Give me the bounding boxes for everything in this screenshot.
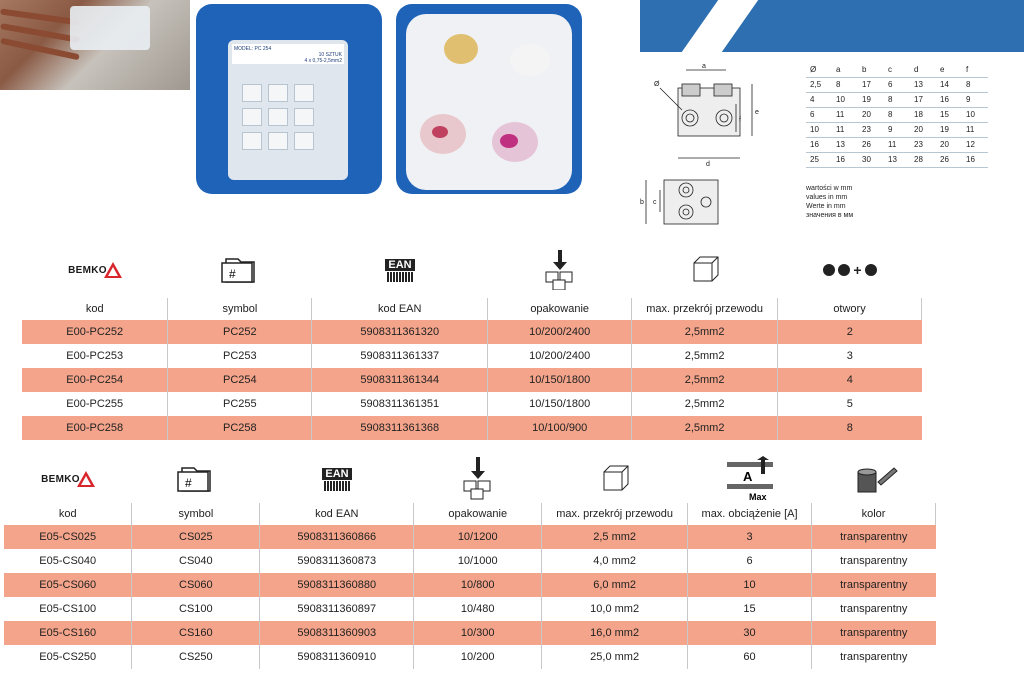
dimension-header-cell: b — [858, 62, 884, 77]
folder-symbol-icon — [168, 250, 312, 290]
table2-cell: transparentny — [840, 651, 908, 663]
table2-row — [4, 621, 936, 645]
dimension-cell: 19 — [936, 122, 962, 137]
dimension-cell: 10 — [962, 107, 988, 122]
table2-header-cell: kod EAN — [260, 503, 414, 525]
max-icon-a: A — [743, 469, 753, 484]
cross-section-icon-2 — [542, 456, 688, 502]
table2-cell: E05-CS060 — [4, 573, 132, 597]
dimension-cell: 20 — [858, 107, 884, 122]
dimension-table — [806, 62, 988, 168]
table2-icon-row — [4, 456, 940, 502]
dimension-cell: 9 — [962, 92, 988, 107]
table1-header-cell: kod — [22, 298, 168, 320]
table1-cell: 3 — [846, 350, 853, 362]
brand-text-2: BEMKO — [41, 473, 80, 485]
table1-cell: PC253 — [168, 344, 312, 368]
openings-icon: + — [778, 250, 922, 290]
dimension-cell: 8 — [962, 77, 988, 92]
table2-row — [4, 645, 936, 669]
dimension-cell: 10 — [806, 122, 832, 137]
dimension-cell: 4 — [806, 92, 832, 107]
dimension-cell: 13 — [910, 77, 936, 92]
table1-header-row — [22, 298, 922, 320]
dimension-cell: 13 — [832, 137, 858, 152]
table1-row — [22, 344, 922, 368]
dimension-cell: 6 — [806, 107, 832, 122]
table2-cell: 5908311360873 — [260, 549, 414, 573]
table1-cell: E00-PC258 — [22, 416, 168, 440]
units-line: Werte in mm — [806, 203, 846, 210]
table1-cell: 2,5mm2 — [632, 416, 778, 440]
table1-cell: 2,5mm2 — [632, 320, 778, 344]
table1-cell: 10/150/1800 — [488, 368, 632, 392]
dim-label-c: c — [653, 199, 657, 206]
table1-header-cell: opakowanie — [488, 298, 632, 320]
table2-row — [4, 525, 936, 549]
units-line: wartości w mm — [806, 185, 853, 192]
table2-header-cell: symbol — [132, 503, 260, 525]
table2-cell: 60 — [688, 645, 812, 669]
svg-text:#: # — [229, 267, 236, 281]
ean-text: EAN — [385, 259, 414, 271]
table2-cell: transparentny — [812, 573, 936, 597]
table2-cell: CS160 — [132, 621, 260, 645]
table1-row — [22, 368, 922, 392]
table2-header-cell: opakowanie — [414, 503, 542, 525]
cross-section-icon — [632, 250, 778, 290]
dimension-cell: 23 — [858, 122, 884, 137]
dimension-cell: 11 — [962, 122, 988, 137]
dim-label-d: d — [706, 161, 710, 168]
dimension-cell: 11 — [832, 122, 858, 137]
table2-cell: transparentny — [840, 555, 908, 567]
table1-cell: 5908311361337 — [312, 344, 488, 368]
table2-cell: 5908311360866 — [260, 525, 414, 549]
table2-cell: E05-CS040 — [4, 549, 132, 573]
dimension-cell: 25 — [806, 152, 832, 167]
table2-cell: 15 — [688, 597, 812, 621]
dimension-header-cell: e — [936, 62, 962, 77]
ean-barcode-icon — [312, 250, 488, 290]
table2-cell: 10,0 mm2 — [542, 597, 688, 621]
dimension-row — [806, 122, 988, 137]
dimension-header-row — [806, 62, 988, 77]
brand-text: BEMKO — [68, 264, 107, 276]
wire-connector-photo — [0, 0, 190, 90]
table2-cell: CS040 — [132, 549, 260, 573]
table2-cell: CS060 — [132, 573, 260, 597]
bag-spec-text: 4 x 0,75-2,5mm2 — [304, 58, 342, 64]
dimension-cell: 13 — [884, 152, 910, 167]
table2-cell: 10/800 — [414, 573, 542, 597]
dimension-row — [806, 152, 988, 167]
dimension-cell: 12 — [962, 137, 988, 152]
bemko-logo — [22, 250, 168, 290]
table1-header-cell: max. przekrój przewodu — [632, 298, 778, 320]
dimension-cell: 28 — [910, 152, 936, 167]
max-icon-max: Max — [749, 492, 767, 502]
dimension-cell: 23 — [910, 137, 936, 152]
table2-cell: 25,0 mm2 — [542, 645, 688, 669]
table1-cell: 5908311361368 — [312, 416, 488, 440]
dimension-cell: 9 — [884, 122, 910, 137]
table1-row — [22, 392, 922, 416]
table2-cell: E05-CS250 — [4, 645, 132, 669]
dimension-header-cell: c — [884, 62, 910, 77]
bag-label — [232, 44, 344, 64]
dimension-cell: 15 — [936, 107, 962, 122]
table1-cell: PC254 — [168, 368, 312, 392]
dimension-row — [806, 77, 988, 92]
table2-header-row — [4, 503, 936, 525]
table2-cell: 2,5 mm2 — [542, 525, 688, 549]
dimension-cell: 6 — [884, 77, 910, 92]
table1-header-cell: kod EAN — [312, 298, 488, 320]
bemko-triangle-icon — [104, 262, 122, 278]
table2-cell: transparentny — [812, 621, 936, 645]
table2-cell: E05-CS025 — [4, 525, 132, 549]
table1-cell: 8 — [778, 416, 922, 440]
dimension-header-cell: Ø — [806, 62, 832, 77]
dim-label-e: e — [755, 109, 759, 116]
table1-cell: 2,5mm2 — [632, 368, 778, 392]
product-table-pc — [22, 298, 922, 440]
table2-cell: 10/1200 — [414, 525, 542, 549]
bemko-triangle-icon-2 — [77, 471, 95, 487]
dimension-cell: 26 — [858, 137, 884, 152]
table2-cell: 6 — [688, 549, 812, 573]
table1-cell: 2,5mm2 — [632, 344, 778, 368]
product-table-cs — [4, 503, 936, 669]
svg-text:#: # — [185, 476, 192, 490]
table2-cell: CS100 — [132, 597, 260, 621]
units-note — [806, 184, 853, 220]
dimension-cell: 11 — [832, 107, 858, 122]
dimension-row — [806, 107, 988, 122]
dim-label-a: a — [702, 63, 706, 70]
dimension-header-cell: d — [910, 62, 936, 77]
packaging-icon — [488, 250, 632, 290]
terminal-block-photo — [396, 4, 582, 194]
table1-cell: 10/150/1800 — [488, 392, 632, 416]
table1-cell: 5908311361344 — [312, 368, 488, 392]
dimension-cell: 19 — [858, 92, 884, 107]
units-line: значения в мм — [806, 212, 854, 219]
table1-cell: 10/200/2400 — [488, 320, 632, 344]
dim-label-phi: Ø — [654, 81, 660, 88]
table1-cell: PC258 — [168, 416, 312, 440]
table2-header-cell: kolor — [812, 503, 936, 525]
table1-cell: 2 — [778, 320, 922, 344]
dimension-row — [806, 92, 988, 107]
folder-symbol-icon-2 — [132, 456, 260, 502]
table1-icon-row — [22, 250, 922, 290]
dimension-cell: 26 — [936, 152, 962, 167]
table1-row — [22, 320, 922, 344]
dimension-cell: 20 — [936, 137, 962, 152]
table2-cell: E05-CS100 — [4, 597, 132, 621]
ean-barcode-icon-2 — [260, 456, 414, 502]
terminal-dimension-drawing — [640, 58, 790, 228]
table2-cell: 16,0 mm2 — [542, 621, 688, 645]
table2-cell: CS250 — [132, 645, 260, 669]
ean-text-2: EAN — [322, 468, 351, 480]
dimension-cell: 16 — [832, 152, 858, 167]
table1-cell: E00-PC252 — [22, 320, 168, 344]
dimension-cell: 20 — [910, 122, 936, 137]
table1-cell: PC255 — [168, 392, 312, 416]
dimension-cell: 14 — [936, 77, 962, 92]
dimension-row — [806, 137, 988, 152]
table1-cell: E00-PC255 — [22, 392, 168, 416]
table1-cell: 10/200/2400 — [488, 344, 632, 368]
table2-cell: 10/200 — [414, 645, 542, 669]
table2-cell: E05-CS160 — [4, 621, 132, 645]
packaging-icon-2 — [414, 456, 542, 502]
table1-cell: 10/100/900 — [488, 416, 632, 440]
table1-cell: 5908311361351 — [312, 392, 488, 416]
table2-cell: 30 — [688, 621, 812, 645]
table2-cell: 10/480 — [414, 597, 542, 621]
bag-model-text: MODEL: PC 254 — [234, 46, 272, 52]
dim-label-f: f — [739, 117, 741, 124]
table2-cell: transparentny — [840, 603, 908, 615]
table1-cell: PC252 — [168, 320, 312, 344]
table2-cell: 6,0 mm2 — [542, 573, 688, 597]
bag-count-text: 10 SZTUK — [318, 52, 342, 58]
dimension-header-cell: a — [832, 62, 858, 77]
table2-cell: 10/300 — [414, 621, 542, 645]
table2-cell: 4,0 mm2 — [542, 549, 688, 573]
table2-cell: 5908311360910 — [260, 645, 414, 669]
dimension-cell: 17 — [910, 92, 936, 107]
dimension-header-cell: f — [962, 62, 988, 77]
table2-header-cell: kod — [4, 503, 132, 525]
table1-header-cell: symbol — [168, 298, 312, 320]
table2-header-cell: max. przekrój przewodu — [542, 503, 688, 525]
table1-cell: 5 — [846, 398, 853, 410]
table2-cell: 10 — [688, 573, 812, 597]
dimension-cell: 8 — [832, 77, 858, 92]
table1-cell: 5908311361320 — [312, 320, 488, 344]
units-line: values in mm — [806, 194, 848, 201]
table1-cell: 2,5mm2 — [632, 392, 778, 416]
dimension-cell: 16 — [936, 92, 962, 107]
dimension-cell: 10 — [832, 92, 858, 107]
dim-label-b: b — [640, 199, 644, 206]
max-load-icon — [688, 456, 812, 502]
table2-cell: 10/1000 — [414, 549, 542, 573]
dimension-cell: 17 — [858, 77, 884, 92]
table1-header-cell: otwory — [778, 298, 922, 320]
table2-cell: 5908311360903 — [260, 621, 414, 645]
table1-cell: E00-PC254 — [22, 368, 168, 392]
table2-row — [4, 549, 936, 573]
table2-row — [4, 573, 936, 597]
table2-cell: CS025 — [132, 525, 260, 549]
table2-cell: 5908311360880 — [260, 573, 414, 597]
dimension-cell: 11 — [884, 137, 910, 152]
dimension-cell: 16 — [962, 152, 988, 167]
table1-row — [22, 416, 922, 440]
table2-header-cell: max. obciążenie [A] — [688, 503, 812, 525]
dimension-cell: 2,5 — [806, 77, 832, 92]
table2-cell: transparentny — [812, 525, 936, 549]
dimension-cell: 16 — [806, 137, 832, 152]
table2-cell: 3 — [688, 525, 812, 549]
packaged-product-photo — [196, 4, 382, 194]
paint-color-icon — [812, 456, 940, 502]
dimension-cell: 8 — [884, 107, 910, 122]
bemko-logo-2 — [4, 456, 132, 502]
table2-row — [4, 597, 936, 621]
dimension-cell: 30 — [858, 152, 884, 167]
table1-cell: 4 — [778, 368, 922, 392]
dimension-cell: 8 — [884, 92, 910, 107]
dimension-cell: 18 — [910, 107, 936, 122]
table1-cell: E00-PC253 — [22, 344, 168, 368]
table2-cell: 5908311360897 — [260, 597, 414, 621]
